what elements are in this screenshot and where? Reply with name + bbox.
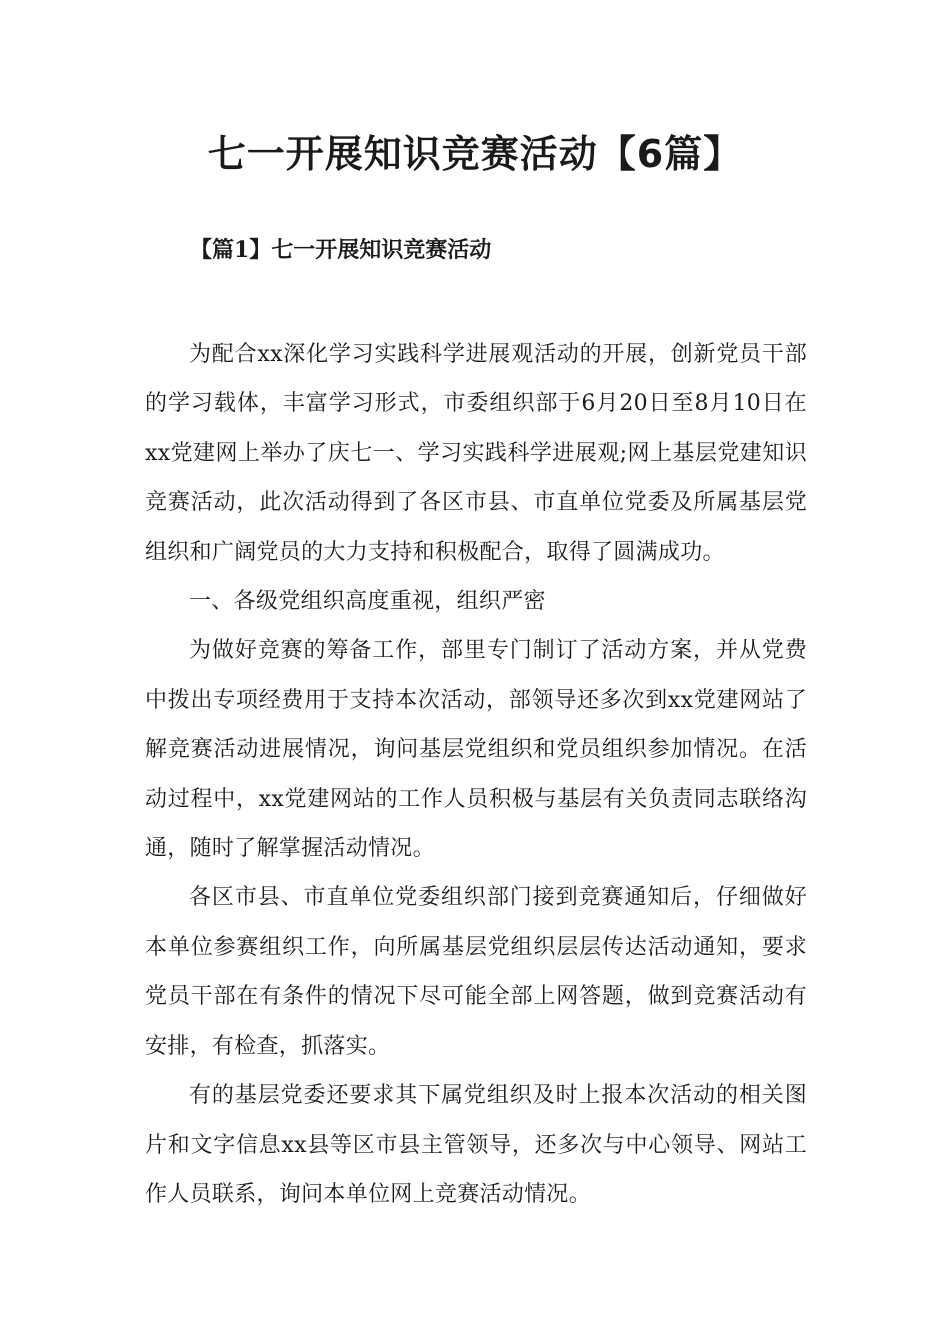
document-body [145,330,807,1219]
paragraph-organization: 各区市县、市直单位党委组织部门接到竞赛通知后，仔细做好本单位参赛组织工作，向所属基层党组织层层传达活动通知，要求党员干部在有条件的情况下尽可能全部上网答题，做到竞赛活动有安排，有检查，抓落实。 [145,885,807,1059]
paragraph-reporting: 有的基层党委还要求其下属党组织及时上报本次活动的相关图片和文字信息xx县等区市县主管领导，还多次与中心领导、网站工作人员联系，询问本单位网上竞赛活动情况。 [145,1083,807,1207]
subheading-one: 一、各级党组织高度重视，组织严密 [189,589,546,615]
paragraph-intro: 为配合xx深化学习实践科学进展观活动的开展，创新党员干部的学习载体，丰富学习形式，市委组织部于6月20日至8月10日在xx党建网上举办了庆七一、学习实践科学进展观;网上基层党建知识竞赛活动，此次活动得到了各区市县、市直单位党委及所属基层党组织和广阔党员的大力支持和积极配合，取得了圆满成功。 [145,342,807,565]
paragraph-preparation: 为做好竞赛的筹备工作，部里专门制订了活动方案，并从党费中拨出专项经费用于支持本次活动，部领导还多次到xx党建网站了解竞赛活动进展情况，询问基层党组织和党员组织参加情况。在活动过程中，xx党建网站的工作人员积极与基层有关负责同志联络沟通，随时了解掌握活动情况。 [145,638,807,862]
document-title: 七一开展知识竞赛活动【6篇】 [207,132,743,176]
section-heading: 【篇1】七一开展知识竞赛活动 [190,237,492,263]
